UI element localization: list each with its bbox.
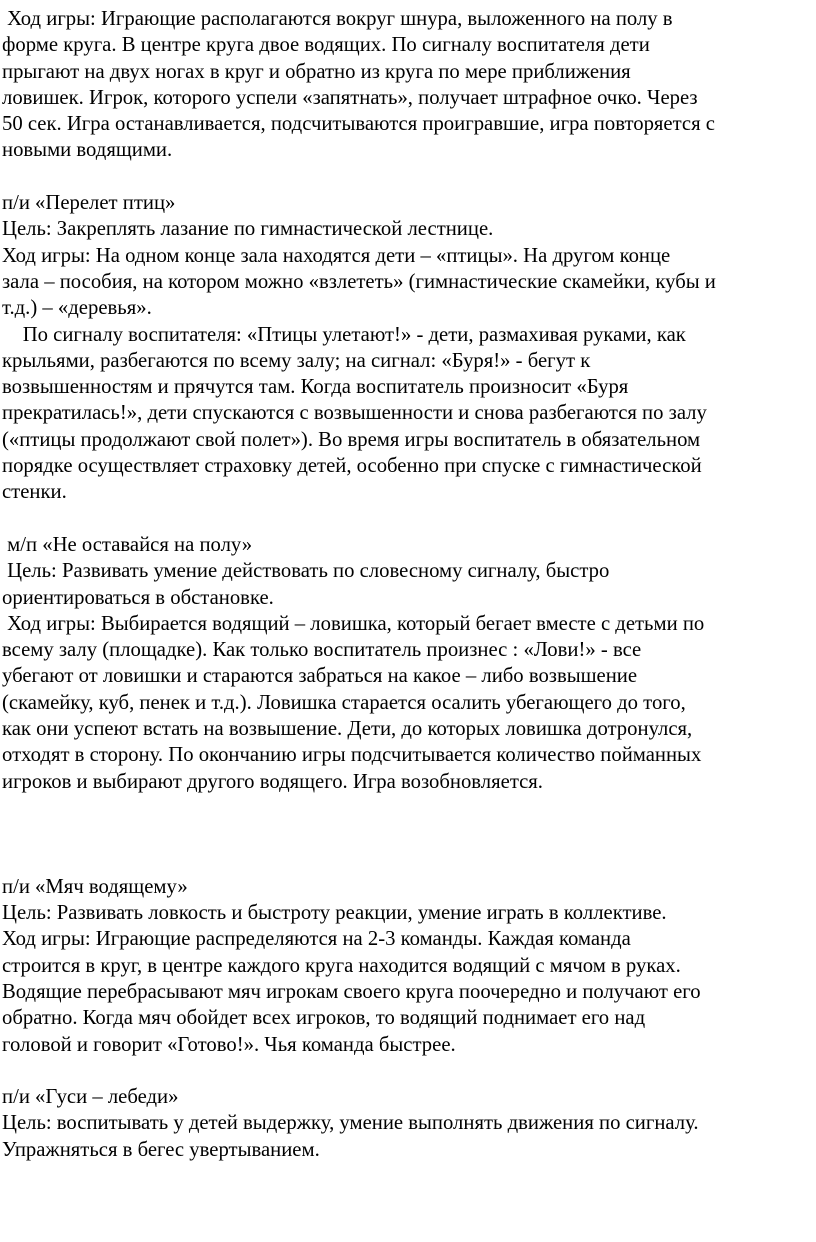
text-line: игроков и выбирают другого водящего. Игра возобновляется. xyxy=(2,770,543,793)
game-title: м/п «Не оставайся на полу» xyxy=(2,533,253,556)
text-line: всему залу (площадке). Как только воспитатель произнес : «Лови!» - все xyxy=(2,639,642,662)
text-line: стенки. xyxy=(2,481,67,504)
game-title: п/и «Перелет птиц» xyxy=(2,192,176,215)
text-line: ловишек. Игрок, которого успели «запятнать», получает штрафное очко. Через xyxy=(2,86,698,109)
text-line: прыгают на двух ногах в круг и обратно из круга по мере приближения xyxy=(2,60,631,83)
text-line: Ход игры: Играющие распределяются на 2-3 команды. Каждая команда xyxy=(2,928,631,951)
paragraph-spacer xyxy=(2,506,816,532)
text-line: новыми водящими. xyxy=(2,139,173,162)
text-line: отходят в сторону. По окончанию игры подсчитывается количество пойманных xyxy=(2,744,702,767)
text-line: форме круга. В центре круга двое водящих. По сигналу воспитателя дети xyxy=(2,34,650,57)
text-line: Упражняться в бегес увертыванием. xyxy=(2,1138,320,1161)
paragraph-spacer xyxy=(2,848,816,874)
intro-paragraph xyxy=(2,6,816,164)
text-line: строится в круг, в центре каждого круга находится водящий с мячом в руках. xyxy=(2,954,681,977)
text-line: Ход игры: Выбирается водящий – ловишка, который бегает вместе с детьми по xyxy=(2,612,705,635)
text-line: обратно. Когда мяч обойдет всех игроков, то водящий поднимает его над xyxy=(2,1007,646,1030)
text-line: 50 сек. Игра останавливается, подсчитываются проигравшие, игра повторяется с xyxy=(2,113,715,136)
text-line: ориентироваться в обстановке. xyxy=(2,586,274,609)
text-line: головой и говорит «Готово!». Чья команда быстрее. xyxy=(2,1033,456,1056)
game-goal: Цель: Развивать умение действовать по словесному сигналу, быстро xyxy=(2,560,610,583)
text-line: («птицы продолжают свой полет»). Во время игры воспитатель в обязательном xyxy=(2,428,701,451)
text-line: порядке осуществляет страховку детей, особенно при спуске с гимнастической xyxy=(2,455,702,478)
text-line: (скамейку, куб, пенек и т.д.). Ловишка старается осалить убегающего до того, xyxy=(2,691,686,714)
text-line: т.д.) – «деревья». xyxy=(2,297,152,320)
game-goal: Цель: воспитывать у детей выдержку, умение выполнять движения по сигналу. xyxy=(2,1112,699,1135)
game-ne-ostavaysya-na-polu xyxy=(2,532,816,795)
text-line: Ход игры: Играющие располагаются вокруг шнура, выложенного на полу в xyxy=(2,8,673,30)
text-line: По сигналу воспитателя: «Птицы улетают!» - дети, размахивая руками, как xyxy=(2,323,686,346)
text-line: как они успеют встать на возвышение. Дети, до которых ловишка дотронулся, xyxy=(2,718,693,741)
game-perelet-ptits xyxy=(2,190,816,506)
text-line: возвышенностям и прячутся там. Когда воспитатель произносит «Буря xyxy=(2,376,629,399)
text-line: крыльями, разбегаются по всему залу; на сигнал: «Буря!» - бегут к xyxy=(2,349,591,372)
text-line: зала – пособия, на котором можно «взлететь» (гимнастические скамейки, кубы и xyxy=(2,270,716,293)
paragraph-spacer xyxy=(2,164,816,190)
paragraph-spacer xyxy=(2,1058,816,1084)
text-line: прекратилась!», дети спускаются с возвышенности и снова разбегаются по залу xyxy=(2,402,707,425)
game-title: п/и «Гуси – лебеди» xyxy=(2,1086,179,1109)
game-goal: Цель: Закреплять лазание по гимнастической лестнице. xyxy=(2,218,494,241)
game-goal: Цель: Развивать ловкость и быстроту реакции, умение играть в коллективе. xyxy=(2,902,667,925)
game-myach-vodyashchemu xyxy=(2,874,816,1058)
text-line: Водящие перебрасывают мяч игрокам своего круга поочередно и получают его xyxy=(2,980,701,1003)
game-title: п/и «Мяч водящему» xyxy=(2,875,188,898)
text-line: Ход игры: На одном конце зала находятся дети – «птицы». На другом конце xyxy=(2,244,671,267)
game-gusi-lebedi xyxy=(2,1084,816,1163)
paragraph-spacer xyxy=(2,795,816,848)
text-line: убегают от ловишки и стараются забраться на какое – либо возвышение xyxy=(2,665,638,688)
